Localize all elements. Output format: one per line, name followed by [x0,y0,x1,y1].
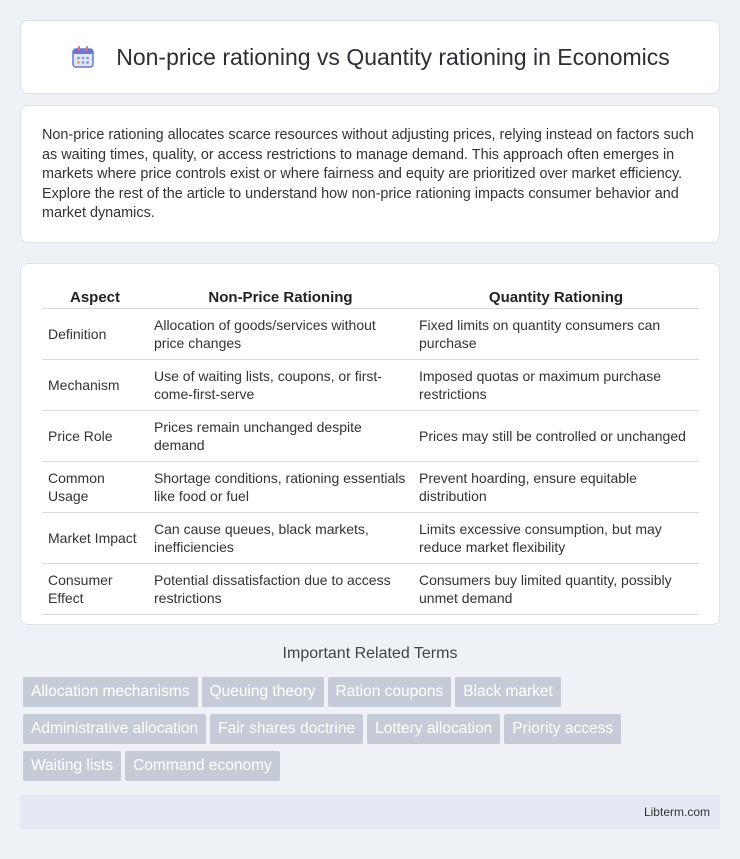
related-term-tag[interactable]: Black market [455,677,561,707]
non-price-cell: Potential dissatisfaction due to access restrictions [148,564,413,615]
non-price-cell: Can cause queues, black markets, inefficiencies [148,513,413,564]
title-card [20,20,720,94]
related-term-tag[interactable]: Fair shares doctrine [210,714,363,744]
aspect-cell: Consumer Effect [42,564,148,615]
quantity-cell: Limits excessive consumption, but may reduce market flexibility [413,513,699,564]
related-terms-list [23,677,723,788]
aspect-cell: Price Role [42,411,148,462]
quantity-cell: Prevent hoarding, ensure equitable distribution [413,462,699,513]
table-row [42,462,699,513]
aspect-cell: Market Impact [42,513,148,564]
related-term-tag[interactable]: Lottery allocation [367,714,500,744]
non-price-cell: Use of waiting lists, coupons, or first-come-first-serve [148,360,413,411]
intro-text: Non-price rationing allocates scarce resources without adjusting prices, relying instead on factors such as waiting times, quality, or access restrictions to manage demand. This approach often emerges in markets where price controls exist or where fairness and equity are prioritized over market efficiency. Explore the rest of the article to understand how non-price rationing impacts consumer behavior and market dynamics. [42,127,694,222]
quantity-cell: Prices may still be controlled or unchanged [413,411,699,462]
intro-card [20,105,720,243]
related-term-tag[interactable]: Command economy [125,751,280,781]
related-term-tag[interactable]: Administrative allocation [23,714,206,744]
table-header-row [42,284,699,309]
quantity-cell: Fixed limits on quantity consumers can purchase [413,309,699,360]
footer [20,795,720,829]
header-quantity: Quantity Rationing [413,284,699,309]
footer-site-link[interactable]: Libterm.com [643,805,710,819]
page-title: Non-price rationing vs Quantity rationing in Economics [116,43,670,70]
table-row [42,309,699,360]
related-term-tag[interactable]: Priority access [504,714,621,744]
aspect-cell: Definition [42,309,148,360]
comparison-card [20,263,720,625]
related-term-tag[interactable]: Ration coupons [328,677,452,707]
calendar-grid-icon [70,44,96,70]
aspect-cell: Mechanism [42,360,148,411]
related-term-tag[interactable]: Queuing theory [202,677,324,707]
related-term-tag[interactable]: Waiting lists [23,751,121,781]
aspect-cell: Common Usage [42,462,148,513]
header-aspect: Aspect [42,284,148,309]
comparison-table [42,284,699,615]
header-non-price: Non-Price Rationing [148,284,413,309]
related-term-tag[interactable]: Allocation mechanisms [23,677,198,707]
non-price-cell: Shortage conditions, rationing essentials like food or fuel [148,462,413,513]
table-row [42,411,699,462]
table-row [42,564,699,615]
table-row [42,513,699,564]
table-row [42,360,699,411]
quantity-cell: Consumers buy limited quantity, possibly unmet demand [413,564,699,615]
quantity-cell: Imposed quotas or maximum purchase restrictions [413,360,699,411]
non-price-cell: Allocation of goods/services without price changes [148,309,413,360]
related-terms-title: Important Related Terms [282,645,458,662]
non-price-cell: Prices remain unchanged despite demand [148,411,413,462]
